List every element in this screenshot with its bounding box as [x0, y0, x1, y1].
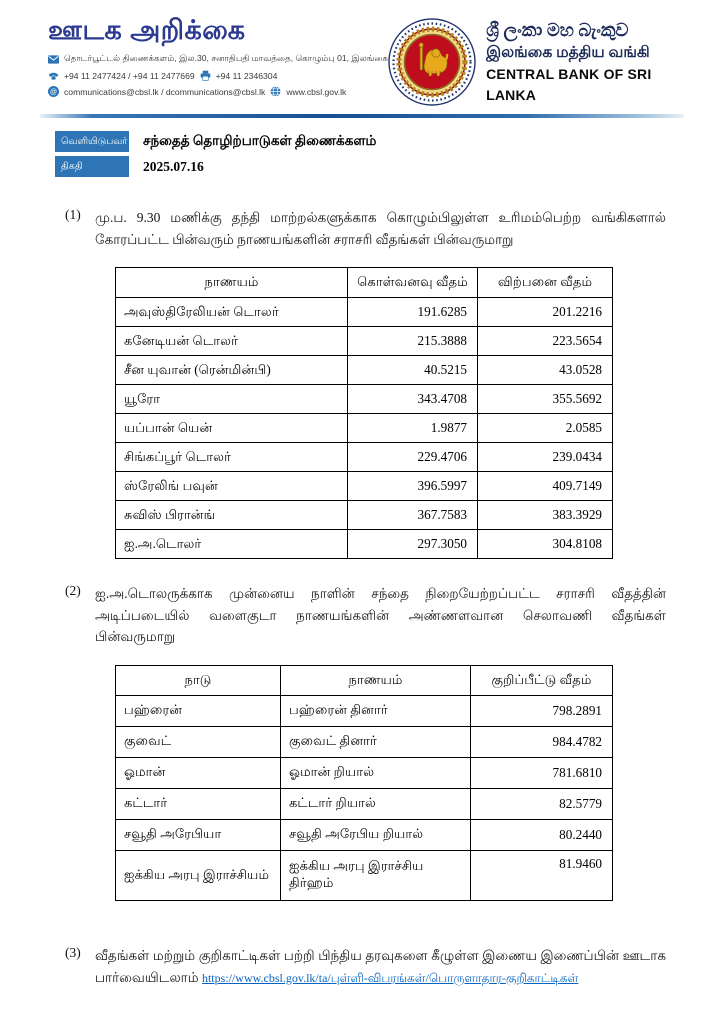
table-cell: 409.7149 [478, 472, 613, 501]
paragraph-3-text [95, 945, 666, 988]
gulf-currency-rates-table [115, 665, 613, 901]
table-cell: 343.4708 [348, 385, 478, 414]
masthead-right [388, 16, 688, 106]
table-cell: சவூதி அரேபியா [116, 819, 281, 850]
currency-header: நாணயம் [116, 268, 348, 298]
telegraphic-rates-table [115, 267, 613, 559]
media-release-title: ஊடக அறிக்கை [48, 15, 246, 45]
table-cell: சுவிஸ் பிரான்ங் [116, 501, 348, 530]
central-bank-seal-logo [388, 18, 476, 106]
table-cell: 80.2440 [471, 819, 613, 850]
contact-address: தொடர்பூட்டல் திணைக்களம், இல.30, சனாதிபதி மாவத்தை, கொழும்பு 01, இலங்கை [64, 53, 389, 64]
date-value: 2025.07.16 [143, 158, 204, 174]
paragraph-2 [65, 583, 666, 648]
table-row [116, 385, 613, 414]
table-cell: 229.4706 [348, 443, 478, 472]
table-cell: கனேடியன் டொலர் [116, 327, 348, 356]
publisher-label: வெளியிடுபவர் [55, 131, 129, 152]
table-cell: பஹ்ரைன் [116, 695, 281, 726]
table-cell: ஐ.அ.டொலர் [116, 530, 348, 559]
document-body [0, 181, 724, 988]
table-cell: அவுஸ்திரேலியன் டொலர் [116, 298, 348, 327]
table-row [116, 819, 613, 850]
paragraph-1 [65, 207, 666, 250]
rates-header-row [116, 268, 613, 298]
globe-icon [270, 86, 281, 97]
table-cell: 81.9460 [471, 850, 613, 900]
table-cell: 82.5779 [471, 788, 613, 819]
bank-names [486, 18, 688, 105]
at-icon [48, 86, 59, 97]
table-cell: குவைட் [116, 726, 281, 757]
table-row [116, 530, 613, 559]
table-row [116, 327, 613, 356]
meta-block [0, 118, 724, 177]
table-cell: கட்டார் [116, 788, 281, 819]
fax-number: +94 11 2346304 [215, 70, 278, 81]
table-cell: ஐக்கிய அரபு இராச்சிய திர்ஹம் [281, 850, 471, 900]
paragraph-3-number: (3) [65, 944, 81, 960]
table-row [116, 443, 613, 472]
table-row [116, 414, 613, 443]
table-cell: 798.2891 [471, 695, 613, 726]
publisher-row [55, 131, 724, 152]
paragraph-1-number: (1) [65, 207, 81, 222]
table-row [116, 472, 613, 501]
table-cell: குவைட் தினார் [281, 726, 471, 757]
bank-name-sinhala: ශ්‍රී ලංකා මහ බැංකුව [486, 20, 629, 41]
table-cell: 201.2216 [478, 298, 613, 327]
phone-numbers: +94 11 2477424 / +94 11 2477669 [64, 70, 195, 81]
paragraph-1-text: மு.ப. 9.30 மணிக்கு தந்தி மாற்றல்களுக்காக கொழும்பிலுள்ள உரிமம்பெற்ற வங்கிகளால் கோரப்பட்ட பின்வரும் நாணயங்களின் சராசரி வீதங்கள் பின்வருமாறு [95, 210, 666, 247]
table-cell: சிங்கப்பூர் டொலர் [116, 443, 348, 472]
table-cell: 191.6285 [348, 298, 478, 327]
table-cell: 383.3929 [478, 501, 613, 530]
selling-rate-header: விற்பனை வீதம் [478, 268, 613, 298]
table-cell: 355.5692 [478, 385, 613, 414]
envelope-icon [48, 54, 59, 65]
masthead [0, 0, 724, 106]
table-cell: யூரோ [116, 385, 348, 414]
date-row [55, 156, 724, 177]
table-cell: ஓமான் [116, 757, 281, 788]
contact-address-line [48, 53, 388, 65]
table-cell: ஐக்கிய அரபு இராச்சியம் [116, 850, 281, 900]
table-row [116, 726, 613, 757]
bank-name-english: CENTRAL BANK OF SRI LANKA [486, 65, 652, 103]
paragraph-2-text: ஐ.அ.டொலருக்காக முன்னைய நாளின் சந்தை நிறையேற்றப்பட்ட சராசரி வீதத்தின் அடிப்படையில் வளைகுடா நாணயங்களின் அண்ணளவான செலாவணி வீதங்கள் பின்வருமாறு [95, 586, 666, 645]
table-cell: யப்பான் யென் [116, 414, 348, 443]
masthead-left [48, 16, 388, 106]
phone-icon [48, 70, 59, 81]
table-cell: 223.5654 [478, 327, 613, 356]
country-header: நாடு [116, 665, 281, 695]
buying-rate-header: கொள்வனவு வீதம் [348, 268, 478, 298]
table-row [116, 501, 613, 530]
table-cell: சவூதி அரேபிய றியால் [281, 819, 471, 850]
contact-phone-line [48, 70, 388, 81]
table-cell: ஸ்ரேலிங் பவுன் [116, 472, 348, 501]
indicative-rate-header: குறிப்பீட்டு வீதம் [471, 665, 613, 695]
table-cell: 297.3050 [348, 530, 478, 559]
contact-email-line [48, 86, 388, 97]
publisher-value: சந்தைத் தொழிற்பாடுகள் திணைக்களம் [143, 132, 377, 148]
table-row [116, 850, 613, 900]
table-cell: 396.5997 [348, 472, 478, 501]
svg-text:@: @ [49, 89, 58, 97]
bank-name-tamil: இலங்கை மத்திய வங்கி [486, 43, 650, 61]
paragraph-3 [65, 945, 666, 988]
paragraph-2-number: (2) [65, 583, 81, 599]
table-cell: 367.7583 [348, 501, 478, 530]
table-row [116, 298, 613, 327]
table-cell: 2.0585 [478, 414, 613, 443]
table-cell: 43.0528 [478, 356, 613, 385]
table-cell: ஓமான் றியால் [281, 757, 471, 788]
table-cell: 781.6810 [471, 757, 613, 788]
email-addresses: communications@cbsl.lk / dcommunications@cbsl.lk [64, 86, 266, 97]
table-row [116, 757, 613, 788]
gulf-header-row [116, 665, 613, 695]
table-cell: 1.9877 [348, 414, 478, 443]
table-cell: கட்டார் றியால் [281, 788, 471, 819]
table-cell: 215.3888 [348, 327, 478, 356]
table-cell: 239.0434 [478, 443, 613, 472]
table-row [116, 695, 613, 726]
printer-icon [200, 70, 211, 81]
table-cell: பஹ்ரைன் தினார் [281, 695, 471, 726]
table-cell: 304.8108 [478, 530, 613, 559]
table-cell: 984.4782 [471, 726, 613, 757]
date-label: திகதி [55, 156, 129, 177]
table-row [116, 788, 613, 819]
currency-header: நாணயம் [281, 665, 471, 695]
statistics-link[interactable]: https://www.cbsl.gov.lk/ta/புள்ளி-விபரங்கள்/பொருளாதார-குறிகாட்டிகள் [201, 970, 579, 985]
paragraph-3-body: வீதங்கள் மற்றும் குறிகாட்டிகள் பற்றி பிந்திய தரவுகளை கீழுள்ள இணைய இணைப்பின் ஊடாக பார்வையிடலாம் [95, 947, 666, 985]
table-cell: சீன யுவான் (ரென்மின்பி) [116, 356, 348, 385]
website-url: www.cbsl.gov.lk [286, 86, 347, 97]
table-row [116, 356, 613, 385]
table-cell: 40.5215 [348, 356, 478, 385]
